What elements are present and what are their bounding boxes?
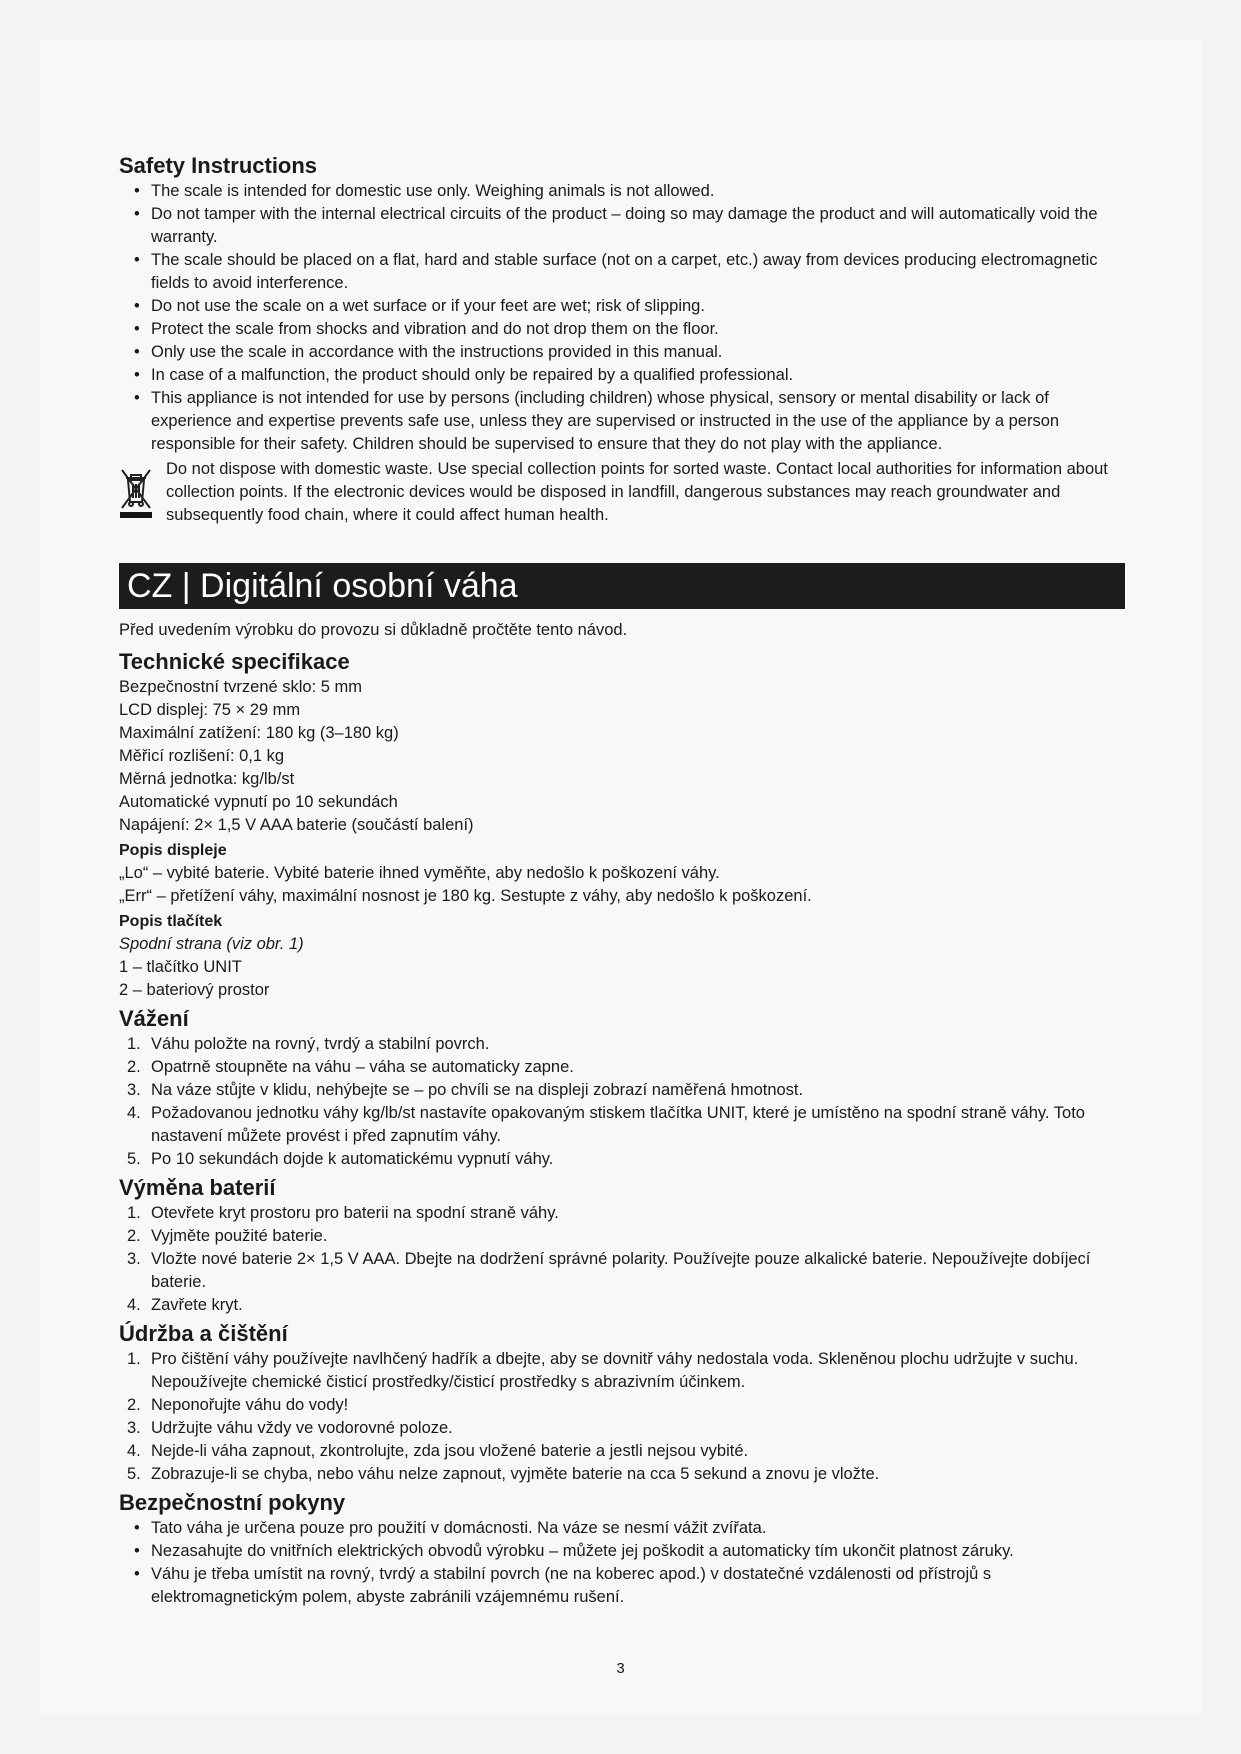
spec-line: LCD displej: 75 × 29 mm <box>119 701 301 719</box>
list-item: 2. Opatrně stoupněte na váhu – váha se automaticky zapne. <box>127 1058 574 1076</box>
weee-notice <box>119 458 1131 527</box>
battery-list <box>119 1202 1131 1317</box>
list-item: 2. Vyjměte použité baterie. <box>127 1227 328 1245</box>
specs-title: Technické specifikace <box>119 649 350 674</box>
weee-text: Do not dispose with domestic waste. Use special collection points for sorted waste. Contact local authorities for information about collection points. If the electronic devices would be disposed in landfill, dangerous substances may reach groundwater and subsequently food chain, where it could affect human health. <box>166 460 1108 524</box>
list-item: • Only use the scale in accordance with the instructions provided in this manual. <box>119 341 1131 364</box>
button-line: 2 – bateriový prostor <box>119 981 270 999</box>
list-item: 4. Nejde-li váha zapnout, zkontrolujte, zda jsou vložené baterie a jestli nejsou vybité. <box>127 1442 749 1460</box>
list-item: • In case of a malfunction, the product should only be repaired by a qualified professional. <box>119 364 1131 387</box>
crossed-bin-icon <box>119 466 153 518</box>
button-line: 1 – tlačítko UNIT <box>119 958 242 976</box>
buttons-subtitle: Spodní strana (viz obr. 1) <box>119 935 304 953</box>
list-item: 5. Po 10 sekundách dojde k automatickému vypnutí váhy. <box>127 1150 554 1168</box>
weighing-title: Vážení <box>119 1006 189 1031</box>
list-item: • The scale is intended for domestic use only. Weighing animals is not allowed. <box>119 180 1131 203</box>
buttons-title: Popis tlačítek <box>119 913 223 930</box>
list-item: 5. Zobrazuje-li se chyba, nebo váhu nelze zapnout, vyjměte baterie na cca 5 sekund a znovu je vložte. <box>127 1465 880 1483</box>
list-item: • Do not use the scale on a wet surface or if your feet are wet; risk of slipping. <box>119 295 1131 318</box>
list-item: • The scale should be placed on a flat, hard and stable surface (not on a carpet, etc.) away from devices producing electromagnetic fields to avoid interference. <box>119 249 1131 295</box>
list-item: • Tato váha je určena pouze pro použití v domácnosti. Na váze se nesmí vážit zvířata. <box>119 1517 1131 1540</box>
safety-list <box>119 180 1131 456</box>
spec-line: Maximální zatížení: 180 kg (3–180 kg) <box>119 724 399 742</box>
spec-line: Měřicí rozlišení: 0,1 kg <box>119 747 285 765</box>
list-item: 1. Váhu položte na rovný, tvrdý a stabilní povrch. <box>127 1035 490 1053</box>
list-item: • Nezasahujte do vnitřních elektrických obvodů výrobku – můžete jej poškodit a automaticky tím ukončit platnost záruky. <box>119 1540 1131 1563</box>
safety-title: Safety Instructions <box>119 153 318 178</box>
list-item: 4. Požadovanou jednotku váhy kg/lb/st nastavíte opakovaným stiskem tlačítka UNIT, které je umístěno na spodní straně váhy. Toto nastavení můžete provést i před zapnutím váhy. <box>127 1104 1085 1145</box>
list-item: 4. Zavřete kryt. <box>127 1296 243 1314</box>
list-item: 1. Otevřete kryt prostoru pro baterii na spodní straně váhy. <box>127 1204 559 1222</box>
cz-safety-title: Bezpečnostní pokyny <box>119 1490 346 1515</box>
list-item: 3. Udržujte váhu vždy ve vodorovné poloze. <box>127 1419 453 1437</box>
list-item: 3. Na váze stůjte v klidu, nehýbejte se – po chvíli se na displeji zobrazí naměřená hmotnost. <box>127 1081 804 1099</box>
care-list <box>119 1348 1131 1486</box>
page-number: 3 <box>616 1660 625 1677</box>
list-item: 2. Neponořujte váhu do vody! <box>127 1396 349 1414</box>
spec-line: Automatické vypnutí po 10 sekundách <box>119 793 398 811</box>
intro-text: Před uvedením výrobku do provozu si důkladně pročtěte tento návod. <box>119 621 628 639</box>
list-item: 3. Vložte nové baterie 2× 1,5 V AAA. Dbejte na dodržení správné polarity. Používejte pouze alkalické baterie. Nepoužívejte dobíjecí baterie. <box>127 1250 1091 1291</box>
document-content <box>119 152 1131 1609</box>
display-line: „Lo“ – vybité baterie. Vybité baterie ihned vyměňte, aby nedošlo k poškození váhy. <box>119 864 720 882</box>
spec-line: Měrná jednotka: kg/lb/st <box>119 770 295 788</box>
section-banner: CZ | Digitální osobní váha <box>119 563 1125 609</box>
list-item: 1. Pro čištění váhy používejte navlhčený hadřík a dbejte, aby se dovnitř váhy nedostala voda. Skleněnou plochu udržujte v suchu. Nepoužívejte chemické čisticí prostředky/čisticí prostředky s abrazivním účinkem. <box>127 1350 1079 1391</box>
care-title: Údržba a čištění <box>119 1321 288 1346</box>
list-item: • Váhu je třeba umístit na rovný, tvrdý a stabilní povrch (ne na koberec apod.) v dostatečné vzdálenosti od přístrojů s elektromagnetickým polem, abyste zabránili vzájemnému rušení. <box>119 1563 1131 1609</box>
cz-safety-list <box>119 1517 1131 1609</box>
display-title: Popis displeje <box>119 842 227 859</box>
spec-line: Napájení: 2× 1,5 V AAA baterie (součástí balení) <box>119 816 474 834</box>
battery-title: Výměna baterií <box>119 1175 276 1200</box>
list-item: • Do not tamper with the internal electrical circuits of the product – doing so may damage the product and will automatically void the warranty. <box>119 203 1131 249</box>
specs-list <box>119 676 1131 837</box>
list-item: • This appliance is not intended for use by persons (including children) whose physical, sensory or mental disability or lack of experience and expertise prevents safe use, unless they are supervised or instructed in the use of the appliance by a person responsible for their safety. Children should be supervised to ensure that they do not play with the appliance. <box>119 387 1131 456</box>
spec-line: Bezpečnostní tvrzené sklo: 5 mm <box>119 678 363 696</box>
display-line: „Err“ – přetížení váhy, maximální nosnost je 180 kg. Sestupte z váhy, aby nedošlo k poškození. <box>119 887 812 905</box>
list-item: • Protect the scale from shocks and vibration and do not drop them on the floor. <box>119 318 1131 341</box>
weighing-list <box>119 1033 1131 1171</box>
